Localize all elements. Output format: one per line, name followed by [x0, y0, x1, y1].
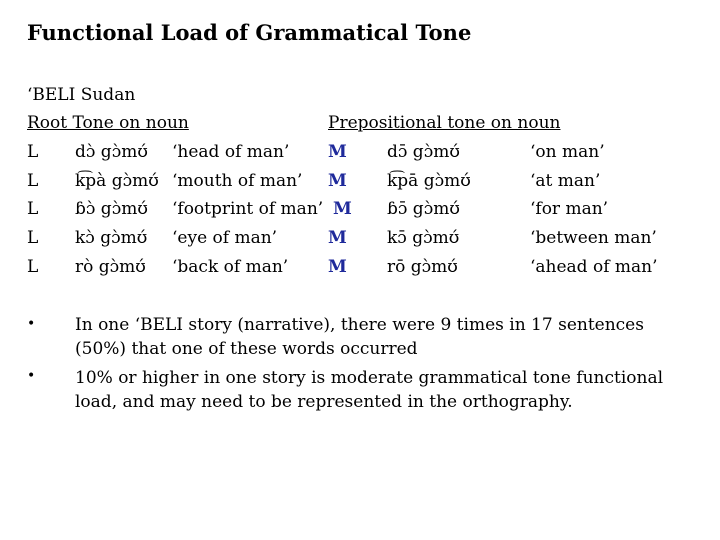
table-row-word-right: k͡pā gɔ̀mʊ́ — [387, 171, 471, 191]
table-row-tone-right: M — [328, 142, 347, 162]
table-row-tone-right: M — [328, 228, 347, 248]
bullet-text: In one ‘BELI story (narrative), there were 9 times in 17 sentences (50%) that one of these words occurred — [75, 315, 644, 359]
header-prepositional-tone: Prepositional tone on noun — [328, 113, 561, 133]
table-row-tone-right: M — [328, 257, 347, 277]
table-row-word-right: kɔ̄ gɔ̀mʊ́ — [387, 228, 460, 248]
table-row-word-left: k͡pà gɔ̀mʊ́ — [75, 171, 159, 191]
table-row-tone-left: L — [27, 228, 39, 248]
table-row-tone-left: L — [27, 257, 39, 277]
table-row-gloss-right: ‘on man’ — [530, 142, 605, 162]
table-row-tone-right: M — [328, 171, 347, 191]
subtitle: ‘BELI Sudan — [27, 85, 136, 105]
table-row-gloss-left: ‘footprint of man’ — [172, 199, 324, 219]
table-row-word-left: ɓɔ̀ gɔ̀mʊ́ — [75, 199, 148, 219]
table-row-word-right: dɔ̄ gɔ̀mʊ́ — [387, 142, 460, 162]
table-row-gloss-left: ‘back of man’ — [172, 257, 289, 277]
table-row-tone-left: L — [27, 171, 39, 191]
table-row-tone-right: M — [333, 199, 352, 219]
bullet-text: 10% or higher in one story is moderate grammatical tone functional load, and may need to be represented in the orthography. — [75, 368, 664, 412]
table-row-word-right: ɓɔ̄ gɔ̀mʊ́ — [387, 199, 460, 219]
table-row-gloss-right: ‘ahead of man’ — [530, 257, 658, 277]
table-row-gloss-right: ‘for man’ — [530, 199, 609, 219]
table-row-gloss-left: ‘head of man’ — [172, 142, 290, 162]
table-row-gloss-right: ‘at man’ — [530, 171, 601, 191]
table-row-gloss-left: ‘mouth of man’ — [172, 171, 303, 191]
table-row-word-left: rò gɔ̀mʊ́ — [75, 257, 146, 277]
bullet-marker: • — [27, 368, 36, 384]
table-row-word-left: kɔ̀ gɔ̀mʊ́ — [75, 228, 148, 248]
bullet-marker: • — [27, 316, 36, 332]
table-row-gloss-left: ‘eye of man’ — [172, 228, 278, 248]
page-title: Functional Load of Grammatical Tone — [27, 20, 472, 45]
table-row-word-right: rō gɔ̀mʊ́ — [387, 257, 458, 277]
header-root-tone: Root Tone on noun — [27, 113, 189, 133]
table-row-tone-left: L — [27, 199, 39, 219]
table-row-tone-left: L — [27, 142, 39, 162]
table-row-gloss-right: ‘between man’ — [530, 228, 657, 248]
table-row-word-left: dɔ̀ gɔ̀mʊ́ — [75, 142, 148, 162]
